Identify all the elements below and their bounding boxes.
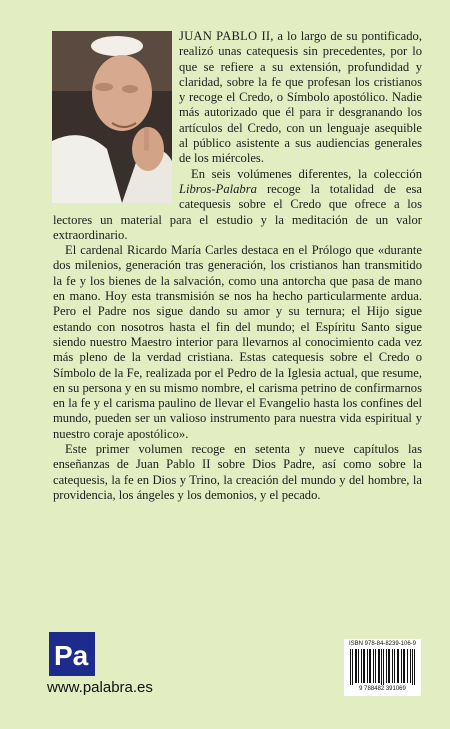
- synopsis-paragraph-4: Este primer volumen recoge en setenta y nueve capítulos las enseñanzas de Juan Pablo II sobre Dios Padre, así como sobre la catequesis, la fe en Dios y Trino, la creación del mundo y del hombre, la providencia, los ángeles y los demonios, y el pecado.: [53, 442, 422, 502]
- synopsis-paragraph-2: En seis volúmenes diferentes, la colección Libros-Palabra recoge la totalidad de esa catequesis sobre el Credo que ofrece a los lectores un material para el estudio y la meditación de un valor extraordinario.: [53, 166, 422, 242]
- barcode-number: 9 788482 391069: [359, 686, 406, 692]
- synopsis-paragraph-1: JUAN PABLO II, a lo largo de su pontificado, realizó unas catequesis sin precedentes, por lo que se refiere a su extensión, profundidad y claridad, sobre la fe que profesan los cristianos y recoge el Credo, o Símbolo apostólico. Nadie más autorizado que él para ir desgranando los artículos del Credo, con un lenguaje asequible al público asistente a sus audiencias generales de los miércoles.: [179, 29, 422, 166]
- barcode-bars: [350, 649, 415, 685]
- svg-text:Pa: Pa: [54, 640, 89, 671]
- isbn-label: ISBN 978-84-8239-106-9: [348, 641, 417, 647]
- author-name: JUAN PABLO II: [179, 29, 271, 43]
- series-title: Libros-Palabra: [179, 181, 257, 196]
- publisher-website[interactable]: www.palabra.es: [47, 679, 153, 696]
- synopsis-paragraph-3: El cardenal Ricardo María Carles destaca en el Prólogo que «durante dos milenios, generación tras generación, los cristianos han transmitido la fe y los bienes de la salvación, como una antorcha que pasa de mano en mano. Hoy esta transmisión se nos ha hecho particularmente ardua. Pero el Padre nos sigue dando su amor y su ternura; el Hijo sigue estando con nosotros hasta el fin del mundo; el Espíritu Santo sigue siendo nuestro Maestro interior para llevarnos al conocimiento cada vez más pleno de la verdad cristiana. Estas catequesis sobre el Credo o Símbolo de la Fe, realizada por el Pedro de la Iglesia actual, que resume, en su persona y en su mismo nombre, el carisma petrino de confirmarnos en la fe y el carisma paulino de llevar el Evangelio hasta los confines del mundo, pueden ser un valioso instrumento para nuestra vida espiritual y nuestro coraje apostólico».: [53, 243, 422, 441]
- author-portrait: [52, 31, 172, 203]
- palabra-logo: [49, 632, 95, 676]
- isbn-barcode: [344, 639, 421, 696]
